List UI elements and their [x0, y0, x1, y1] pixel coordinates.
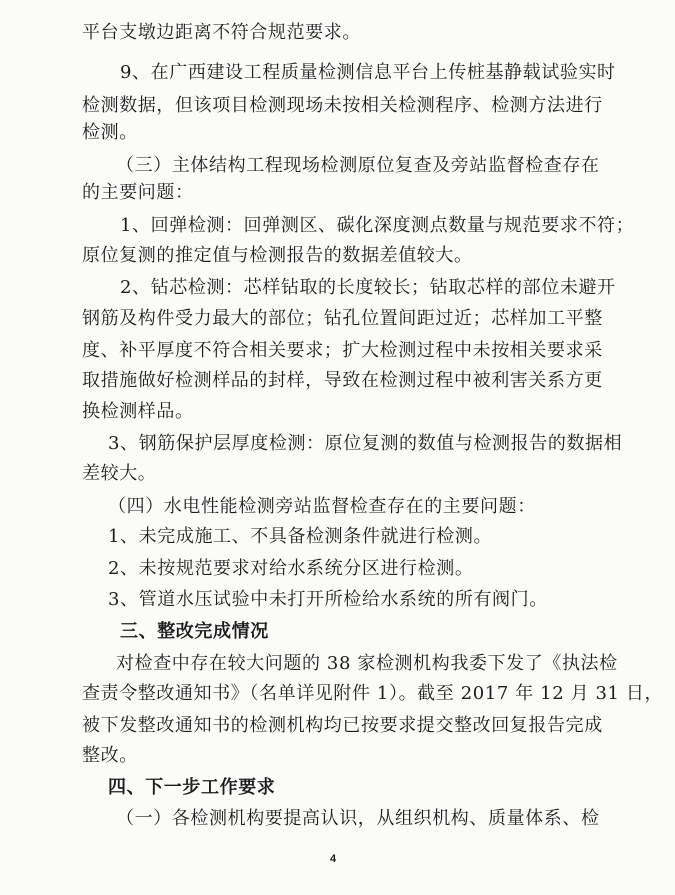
text-line: 2、未按规范要求对给水系统分区进行检测。: [108, 558, 474, 579]
page-number: 4: [330, 853, 337, 865]
text-line: 检测数据，但该项目检测现场未按相关检测程序、检测方法进行: [82, 95, 603, 116]
text-line: 检测。: [82, 122, 138, 143]
text-line: 对检查中存在较大问题的 38 家检测机构我委下发了《执法检: [116, 653, 618, 674]
text-line: 取措施做好检测样品的封样，导致在检测过程中被利害关系方更: [82, 370, 603, 391]
text-line: 钢筋及构件受力最大的部位；钻孔位置间距过近；芯样加工平整: [82, 308, 603, 329]
text-line: （三）主体结构工程现场检测原位复查及旁站监督检查存在: [116, 155, 600, 176]
text-line: 3、钢筋保护层厚度检测：原位复测的数值与检测报告的数据相: [108, 433, 623, 454]
text-line: 的主要问题：: [82, 182, 194, 203]
text-line: （一）各检测机构要提高认识，从组织机构、质量体系、检: [116, 808, 600, 829]
text-line: 原位复测的推定值与检测报告的数据差值较大。: [82, 245, 473, 266]
text-line: 1、回弹检测：回弹测区、碳化深度测点数量与规范要求不符；: [120, 215, 635, 236]
section-heading: 三、整改完成情况: [120, 621, 269, 642]
text-line: （四）水电性能检测旁站监督检查存在的主要问题：: [108, 496, 536, 517]
text-line: 1、未完成施工、不具备检测条件就进行检测。: [108, 526, 493, 547]
section-heading: 四、下一步工作要求: [108, 777, 276, 798]
text-line: 3、管道水压试验中未打开所检给水系统的所有阀门。: [108, 589, 548, 610]
text-line: 度、补平厚度不符合相关要求；扩大检测过程中未按相关要求采: [82, 340, 603, 361]
text-line: 2、钻芯检测：芯样钻取的长度较长；钻取芯样的部位未避开: [120, 277, 616, 298]
text-line: 被下发整改通知书的检测机构均已按要求提交整改回复报告完成: [82, 715, 603, 736]
text-line: 平台支墩边距离不符合规范要求。: [82, 22, 361, 43]
text-line: 换检测样品。: [82, 401, 194, 422]
text-line: 查责令整改通知书》（名单详见附件 1）。截至 2017 年 12 月 31 日，: [82, 683, 664, 704]
text-line: 差较大。: [82, 463, 157, 484]
text-line: 整改。: [82, 745, 138, 766]
text-line: 9、在广西建设工程质量检测信息平台上传桩基静载试验实时: [120, 62, 616, 83]
